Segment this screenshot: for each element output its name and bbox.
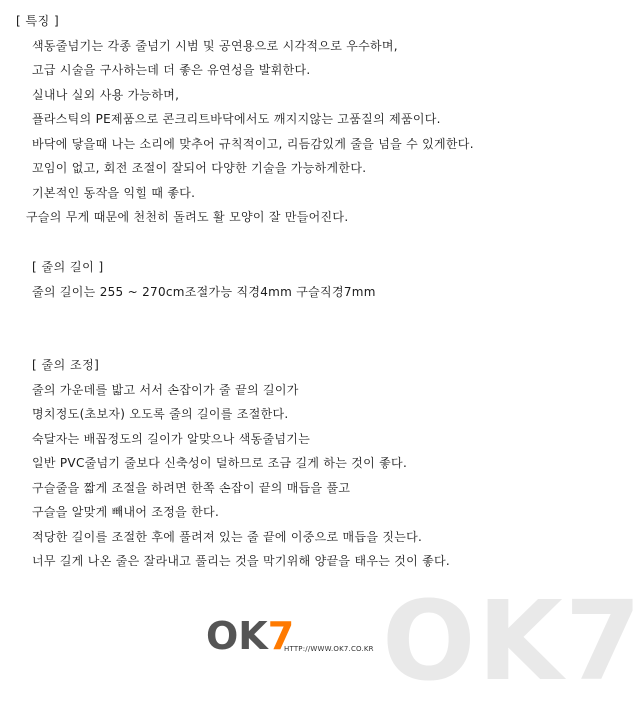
adjust-line: 구슬줄을 짧게 조절을 하려면 한쪽 손잡이 끝의 매듭을 풀고 <box>32 481 351 495</box>
adjust-line: 숙달자는 배꼽정도의 길이가 알맞으나 색동줄넘기는 <box>32 432 311 446</box>
feature-line: 기본적인 동작을 익힐 때 좋다. <box>32 186 196 200</box>
ok7-watermark: OK7 <box>382 577 643 705</box>
feature-line: 플라스틱의 PE제품으로 콘크리트바닥에서도 깨지지않는 고품질의 제품이다. <box>32 112 441 126</box>
feature-line: 색동줄넘기는 각종 줄넘기 시범 및 공연용으로 시각적으로 우수하며, <box>32 39 398 53</box>
adjust-line: 줄의 가운데를 밟고 서서 손잡이가 줄 끝의 길이가 <box>32 383 299 397</box>
feature-line: 실내나 실외 사용 가능하며, <box>32 88 180 102</box>
logo-seven: 7 <box>267 614 295 658</box>
adjust-line: 적당한 길이를 조절한 후에 풀려져 있는 줄 끝에 이중으로 매듭을 짓는다. <box>32 530 423 544</box>
adjust-line: 구슬을 알맞게 빼내어 조정을 한다. <box>32 505 220 519</box>
logo-ok: OK <box>206 614 268 658</box>
adjust-line: 명치정도(초보자) 오도록 줄의 길이를 조절한다. <box>32 407 289 421</box>
feature-line: 구슬의 무게 때문에 천천히 돌려도 활 모양이 잘 만들어진다. <box>26 210 349 224</box>
length-line: 줄의 길이는 255 ~ 270cm조절가능 직경4mm 구슬직경7mm <box>32 285 376 299</box>
adjust-line: 일반 PVC줄넘기 줄보다 신축성이 덜하므로 조금 길게 하는 것이 좋다. <box>32 456 408 470</box>
adjust-line: 너무 길게 나온 줄은 잘라내고 풀리는 것을 막기위해 양끝을 태우는 것이 좋다. <box>32 554 451 568</box>
feature-line: 고급 시술을 구사하는데 더 좋은 유연성을 발휘한다. <box>32 63 311 77</box>
length-heading: [ 줄의 길이 ] <box>32 260 104 274</box>
adjust-heading: [ 줄의 조정] <box>32 358 100 372</box>
logo-url: HTTP://WWW.OK7.CO.KR <box>284 645 374 653</box>
feature-line: 바닥에 닿을때 나는 소리에 맞추어 규칙적이고, 리듬감있게 줄을 넘을 수 있게한다. <box>32 137 474 151</box>
features-heading: [ 특징 ] <box>16 14 60 28</box>
feature-line: 꼬임이 없고, 회전 조절이 잘되어 다양한 기술을 가능하게한다. <box>32 161 367 175</box>
ok7-logo <box>206 614 295 658</box>
